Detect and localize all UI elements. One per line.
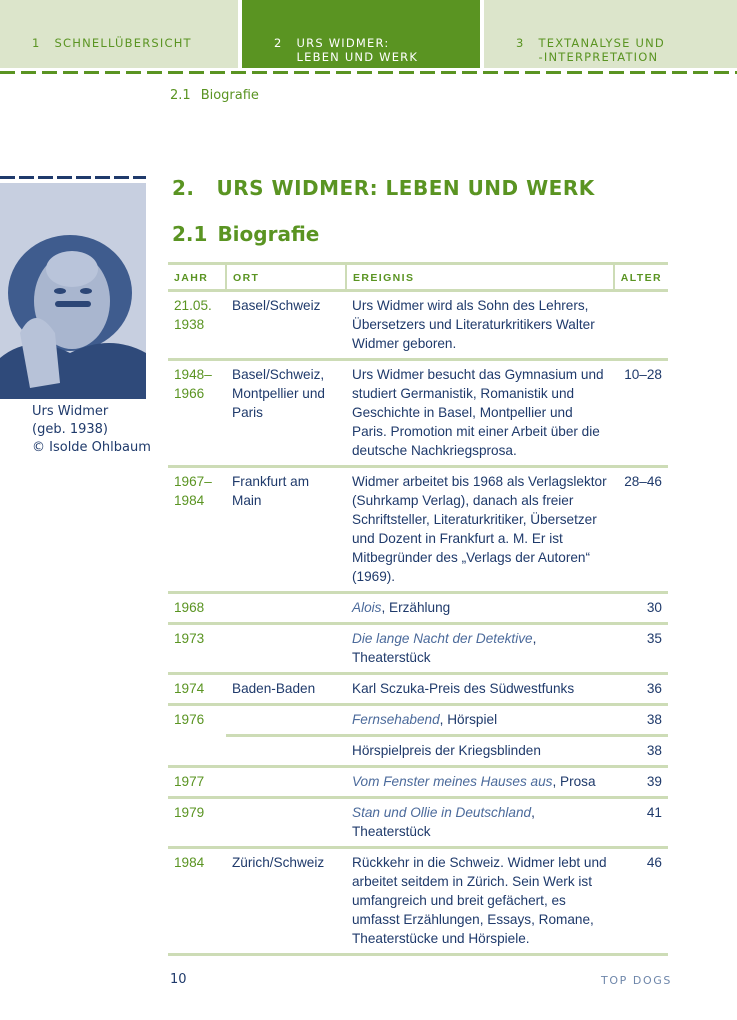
cell-place: [226, 705, 346, 736]
cell-age: [614, 291, 668, 360]
page-number: 10: [170, 972, 187, 987]
cell-event: Urs Widmer wird als Sohn des Lehrers, Übersetzers und Literaturkritikers Walter Widmer geboren.: [346, 291, 614, 360]
caption-birth: (geb. 1938): [32, 422, 108, 437]
cell-year: 1967– 1984: [168, 467, 226, 593]
table-row: [168, 360, 668, 467]
cell-age: 39: [614, 767, 668, 798]
header-alter: ALTER: [614, 264, 668, 291]
cell-place: Basel/Schweiz: [226, 291, 346, 360]
tab-label: TEXTANALYSE UND -INTERPRETATION: [538, 36, 665, 64]
caption-credit: © Isolde Ohlbaum: [32, 440, 151, 455]
cell-place: [226, 798, 346, 848]
sidebar-dashed-divider: [0, 176, 146, 179]
table-row: [168, 624, 668, 674]
author-photo: [0, 183, 146, 399]
cell-event: Vom Fenster meines Hauses aus, Prosa: [346, 767, 614, 798]
tab-number: 3: [516, 36, 525, 50]
cell-place: [226, 624, 346, 674]
cell-year: 1974: [168, 674, 226, 705]
cell-event: Karl Sczuka-Preis des Südwestfunks: [346, 674, 614, 705]
cell-place: [226, 736, 346, 767]
cell-year: 21.05. 1938: [168, 291, 226, 360]
cell-place: [226, 593, 346, 624]
cell-place: Frankfurt am Main: [226, 467, 346, 593]
cell-event: Rückkehr in die Schweiz. Widmer lebt und arbeitet seitdem in Zürich. Sein Werk ist umfangreich und breit gefächert, es umfasst Erzählungen, Essays, Romane, Theaterstücke und Hörspiele.: [346, 848, 614, 955]
table-row: [168, 705, 668, 736]
portrait-image: [0, 183, 146, 399]
cell-event: Die lange Nacht der Detektive, Theaterstück: [346, 624, 614, 674]
cell-age: 41: [614, 798, 668, 848]
section-heading: Biografie: [217, 222, 320, 246]
tab-schnelluebersicht[interactable]: [0, 0, 238, 68]
cell-event: Stan und Ollie in Deutschland, Theaterstück: [346, 798, 614, 848]
section-title: [172, 222, 319, 246]
cell-age: 10–28: [614, 360, 668, 467]
tab-number: 1: [32, 36, 41, 50]
tab-number: 2: [274, 36, 283, 50]
cell-age: 38: [614, 736, 668, 767]
table-row: [168, 593, 668, 624]
header-jahr: JAHR: [168, 264, 226, 291]
cell-age: 30: [614, 593, 668, 624]
cell-year: [168, 736, 226, 767]
cell-age: 28–46: [614, 467, 668, 593]
table-header-row: [168, 264, 668, 291]
cell-year: 1948– 1966: [168, 360, 226, 467]
cell-year: 1979: [168, 798, 226, 848]
cell-event: Hörspielpreis der Kriegsblinden: [346, 736, 614, 767]
photo-caption: [32, 403, 151, 457]
cell-age: 46: [614, 848, 668, 955]
cell-event: Fernsehabend, Hörspiel: [346, 705, 614, 736]
biography-table: [168, 262, 668, 956]
table-row: [168, 467, 668, 593]
tab-leben-und-werk[interactable]: [242, 0, 480, 68]
chapter-title: [172, 176, 595, 200]
cell-year: 1976: [174, 712, 205, 727]
cell-age: 35: [614, 624, 668, 674]
tab-label: SCHNELLÜBERSICHT: [54, 36, 192, 50]
cell-year: 1984: [168, 848, 226, 955]
header-dashed-divider: [0, 71, 737, 74]
chapter-tabs: [0, 0, 737, 68]
chapter-number: 2.: [172, 176, 195, 200]
caption-name: Urs Widmer: [32, 404, 109, 419]
table-row: [168, 798, 668, 848]
cell-age: 38: [614, 705, 668, 736]
cell-year: 1968: [168, 593, 226, 624]
cell-event: Widmer arbeitet bis 1968 als Verlagslektor (Suhrkamp Verlag), danach als freier Schriftsteller, Literaturkritiker, Übersetzer und Dozent in Frankfurt a. M. Er ist Mitbegründer des „Verlags der Autoren“ (1969).: [346, 467, 614, 593]
header-ereignis: EREIGNIS: [346, 264, 614, 291]
cell-event: Alois, Erzählung: [346, 593, 614, 624]
cell-age: 36: [614, 674, 668, 705]
table-row: [168, 291, 668, 360]
cell-place: Zürich/Schweiz: [226, 848, 346, 955]
book-title: TOP DOGS: [601, 974, 672, 987]
table-row: [168, 674, 668, 705]
table-row: [168, 848, 668, 955]
section-number: 2.1: [172, 222, 208, 246]
cell-place: Baden-Baden: [226, 674, 346, 705]
breadcrumb-label: Biografie: [200, 88, 259, 103]
cell-place: [226, 767, 346, 798]
cell-year: 1977: [168, 767, 226, 798]
tab-textanalyse[interactable]: [484, 0, 737, 68]
tab-label: URS WIDMER: LEBEN UND WERK: [296, 36, 419, 64]
header-ort: ORT: [226, 264, 346, 291]
cell-place: Basel/Schweiz, Montpellier und Paris: [226, 360, 346, 467]
cell-event: Urs Widmer besucht das Gymnasium und studiert Germanistik, Romanistik und Geschichte in Basel, Montpellier und Paris. Promotion mit einer Arbeit über die deutsche Nachkriegsprosa.: [346, 360, 614, 467]
table-row: [168, 736, 668, 767]
breadcrumb-number: 2.1: [170, 88, 191, 103]
chapter-heading: URS WIDMER: LEBEN UND WERK: [216, 176, 595, 200]
cell-year: 1973: [168, 624, 226, 674]
breadcrumb: [170, 88, 259, 103]
table-row: [168, 767, 668, 798]
